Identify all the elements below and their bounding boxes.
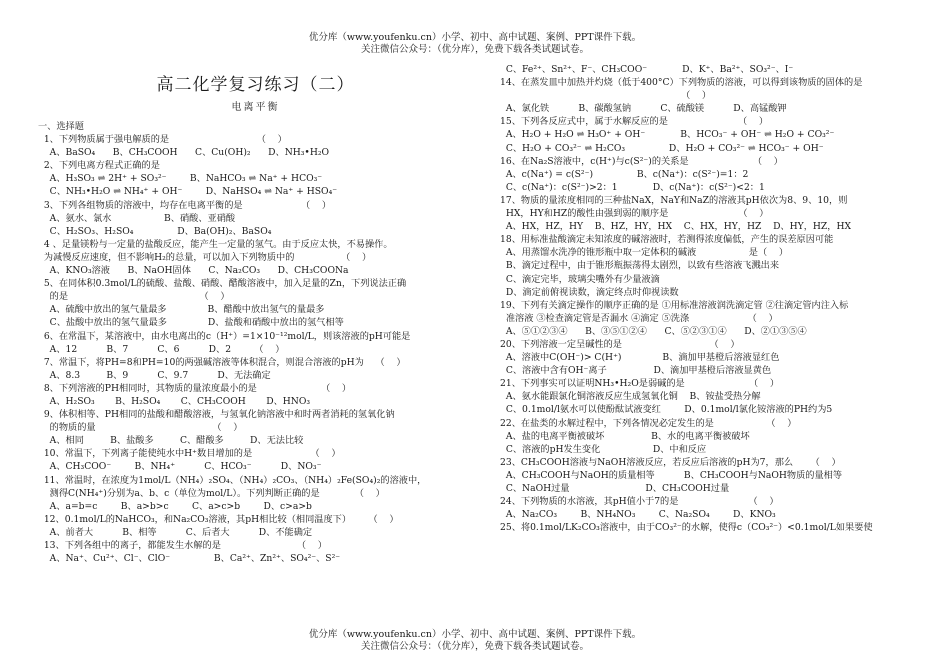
question-text-line: 准溶液 ③检查滴定管是否漏水 ④滴定 ⑤洗涤 （ ） xyxy=(500,312,778,324)
question-text-line: 15、下列各反应式中，属于水解反应的是 （ ） xyxy=(500,116,769,128)
question-text-line: 的是 （ ） xyxy=(38,291,230,303)
question-text-line: A、盐的电离平衡被破坏 B、水的电离平衡被破坏 xyxy=(500,430,750,442)
question-text-line: 17、物质的量浓度相同的三种盐NaX，NaY和NaZ的溶液其pH依次为8、9、10，则 xyxy=(500,194,848,206)
question-text-line: 10、常温下，下列离子能使纯水中H⁺数目增加的是 （ ） xyxy=(38,448,341,460)
question-text-line: C、盐酸中放出的氢气量最多 D、盐酸和硝酸中放出的氢气相等 xyxy=(38,317,344,329)
right-question-list xyxy=(500,63,920,534)
page-header xyxy=(0,32,950,56)
question-text-line: 13、下列各组中的离子，都能发生水解的是 （ ） xyxy=(38,540,327,551)
question-text-line: A、用蒸馏水洗净的锥形瓶中取一定体积的碱液 是（ ） xyxy=(500,247,789,259)
question-text-line: 14、在蒸发皿中加热并灼烧（低于400°C）下列物质的溶液，可以得到该物质的固体的是 xyxy=(500,77,863,89)
document-title: 高二化学复习练习（二） xyxy=(156,75,355,95)
question-text-line: C、0.1mol/l氨水可以使酚酞试液变红 D、0.1mol/l氯化铵溶液的PH约为5 xyxy=(500,404,833,416)
question-text-line: （ ） xyxy=(500,90,712,102)
question-text-line: 24、下列物质的水溶液，其pH值小于7的是 （ ） xyxy=(500,496,779,508)
question-text-line: B、滴定过程中，由于锥形瓶振荡得太剧烈，以致有些溶液飞溅出来 xyxy=(500,260,780,272)
question-text-line: 6、在常温下，某溶液中，由水电离出的c（H⁺）=1×10⁻¹²mol/L，则该溶液的pH可能是 xyxy=(38,330,411,342)
question-text-line: A、氨水、氯水 B、硝酸、亚硝酸 xyxy=(38,212,236,224)
question-text-line: C、溶液中含有OH⁻离子 D、滴加甲基橙后溶液显黄色 xyxy=(500,365,772,377)
question-text-line: C、c(Na⁺)：c(S²⁻)>2：1 D、c(Na⁺)：c(S²⁻)<2：1 xyxy=(500,181,765,193)
question-text-line: A、H₃SO₃ ⇌ 2H⁺ + SO₃²⁻ B、NaHCO₃ ⇌ Na⁺ + HCO₃⁻ xyxy=(38,173,323,185)
document-subtitle: 电离平衡 xyxy=(231,102,280,113)
question-text-line: C、H₂O + CO₃²⁻ ⇌ H₂CO₃ D、H₂O + CO₃²⁻ ⇌ HCO₃⁻ + OH⁻ xyxy=(500,142,824,154)
question-text-line: A、Na₂CO₃ B、NH₄NO₃ C、Na₂SO₄ D、KNO₃ xyxy=(500,509,776,521)
question-text-line: A、CH₃COO⁻ B、NH₄⁺ C、HCO₃⁻ D、NO₃⁻ xyxy=(38,461,322,473)
question-text-line: A、氨水能跟氯化铜溶液反应生成氢氧化铜 B、铵盐受热分解 xyxy=(500,391,761,403)
question-text-line: A、H₂O + H₂O ⇌ H₃O⁺ + OH⁻ B、HCO₃⁻ + OH⁻ ⇌ H₂O + CO₃²⁻ xyxy=(500,129,835,141)
question-text-line: 的物质的量 （ ） xyxy=(38,422,243,434)
question-text-line: 3、下列各组物质的溶液中，均存在电离平衡的是 （ ） xyxy=(38,199,332,211)
question-text-line: 8、下列溶液的PH相同时，其物质的量浓度最小的是 （ ） xyxy=(38,382,352,394)
question-text-line: A、硫酸中放出的氢气量最多 B、醋酸中放出氢气的量最多 xyxy=(38,304,325,316)
question-text-line: A、KNO₃溶液 B、NaOH固体 C、Na₂CO₃ D、CH₃COONa xyxy=(38,265,349,277)
question-text-line: A、a=b=c B、a>b>c C、a>c>b D、c>a>b xyxy=(38,500,312,512)
question-text-line: C、NaOH过量 D、CH₃COOH过量 xyxy=(500,483,730,494)
question-text-line: 9、体积相等、PH相同的盐酸和醋酸溶液，与氢氧化钠溶液中和时两者消耗的氢氧化钠 xyxy=(38,409,395,421)
question-text-line: A、Na⁺、Cu²⁺、Cl⁻、ClO⁻ B、Ca²⁺、Zn²⁺、SO₄²⁻、S²⁻ xyxy=(38,553,341,565)
footer-line-1: 优分库（www.youfenku.cn）小学、初中、高中试题、案例、PPT课件下载。 xyxy=(308,629,642,640)
question-text-line: A、12 B、7 C、6 D、2 （ ） xyxy=(38,343,285,355)
question-text-line: 为减慢反应速度，但不影响H₂的总量，可以加入下列物质中的 （ ） xyxy=(38,251,372,263)
footer-line-2: 关注微信公众号：（优分库），免费下载各类试题试卷。 xyxy=(360,641,589,652)
header-line-1: 优分库（www.youfenku.cn）小学、初中、高中试题、案例、PPT课件下载。 xyxy=(308,32,642,43)
question-text-line: C、H₂SO₃、H₂SO₄ D、Ba(OH)₂、BaSO₄ xyxy=(38,225,272,237)
question-text-line: 23、CH₃COOH溶液与NaOH溶液反应，若反应后溶液的pH为7，那么 （ ） xyxy=(500,456,841,468)
question-text-line: A、溶液中C(OH⁻)> C(H⁺) B、滴加甲基橙后溶液显红色 xyxy=(500,352,780,364)
question-text-line: 4 、足量镁粉与一定量的盐酸反应，能产生一定量的氢气。由于反应太快，不易操作。 xyxy=(38,238,393,250)
page-footer xyxy=(0,629,950,653)
question-text-line: C、滴定完毕，玻璃尖嘴外有少量液滴 xyxy=(500,273,660,285)
question-text-line: 2、下列电离方程式正确的是 xyxy=(38,160,160,172)
left-question-list xyxy=(38,120,473,565)
question-text-line: A、H₂SO₃ B、H₂SO₄ C、CH₃COOH D、HNO₃ xyxy=(38,395,311,407)
question-text-line: C、NH₃•H₂O ⇌ NH₄⁺ + OH⁻ D、NaHSO₄ ⇌ Na⁺ + HSO₄⁻ xyxy=(38,186,338,198)
question-text-line: 18、用标准盐酸滴定未知浓度的碱溶液时，若测得浓度偏低，产生的误差原因可能 xyxy=(500,234,834,246)
question-text-line: A、BaSO₄ B、CH₃COOH C、Cu(OH)₂ D、NH₃•H₂O xyxy=(38,147,330,159)
header-line-2: 关注微信公众号：（优分库），免费下载各类试题试卷。 xyxy=(360,44,589,55)
right-column xyxy=(500,63,920,534)
question-text-line: 19、下列有关滴定操作的顺序正确的是 ①用标准溶液润洗滴定管 ②往滴定管内注入标 xyxy=(500,299,849,311)
question-text-line: 测得C(NH₄⁺)分别为a、b、c（单位为mol/L）。下列判断正确的是 （ ） xyxy=(38,487,385,499)
question-text-line: 7、常温下，将PH=8和PH=10的两强碱溶液等体积混合，则混合溶液的pH为 （ ） xyxy=(38,356,406,368)
question-text-line: C、Fe²⁺、Sn²⁺、F⁻、CH₃COO⁻ D、K⁺、Ba²⁺、SO₃²⁻、I⁻ xyxy=(500,64,794,75)
question-text-line: 5、在同体积0.3mol/L的硫酸、盐酸、硝酸、醋酸溶液中，加入足量的Zn，下列说法正确 xyxy=(38,278,407,290)
question-text-line: A、CH₃COOH与NaOH的质量相等 B、CH₃COOH与NaOH物质的量相等 xyxy=(500,469,843,481)
question-text-line: A、相同 B、盐酸多 C、醋酸多 D、无法比较 xyxy=(38,435,304,447)
question-text-line: 一、选择题 xyxy=(38,121,84,132)
question-text-line: 22、在盐类的水解过程中，下列各情况必定发生的是 （ ） xyxy=(500,417,797,429)
question-text-line: D、滴定前俯视读数，滴定终点时仰视读数 xyxy=(500,286,679,298)
question-text-line: A、氯化铁 B、碳酸氢钠 C、硫酸镁 D、高锰酸钾 xyxy=(500,103,787,115)
question-text-line: A、前者大 B、相等 C、后者大 D、不能确定 xyxy=(38,526,313,538)
question-text-line: A、⑤①②③④ B、③⑤①②④ C、⑤②③①④ D、②①③⑤④ xyxy=(500,325,807,337)
question-text-line: 21、下列事实可以证明NH₃•H₂O是弱碱的是 （ ） xyxy=(500,378,780,390)
question-text-line: 11、常温时，在浓度为1mol/L（NH₄）₂SO₄、（NH₄）₂CO₃、（NH₄）₂Fe(SO₄)₂的溶液中， xyxy=(38,474,427,486)
question-text-line: 20、下列溶液一定呈碱性的是 （ ） xyxy=(500,338,740,350)
question-text-line: HX，HY和HZ的酸性由强到弱的顺序是 （ ） xyxy=(500,208,769,220)
question-text-line: 16、在Na₂S溶液中，c(H⁺)与c(S²⁻)的关系是 （ ） xyxy=(500,155,783,167)
left-column xyxy=(38,60,473,565)
question-text-line: 12、0.1mol/L的NaHCO₃，和Na₂CO₃溶液，其pH相比较（相同温度下） （ ） xyxy=(38,513,399,525)
question-text-line: A、HX，HZ，HY B、HZ，HY，HX C、HX，HY，HZ D、HY，HZ，HX xyxy=(500,221,852,233)
question-text-line: C、溶液的pH发生变化 D、中和反应 xyxy=(500,443,707,455)
question-text-line: 1、下列物质属于强电解质的是 （ ） xyxy=(38,134,287,146)
question-text-line: 25、将0.1mol/LK₂CO₃溶液中，由于CO₃²⁻的水解，使得c（CO₃²⁻）<0.1mol/L如果要使 xyxy=(500,522,873,534)
question-text-line: A、8.3 B、9 C、9.7 D、无法确定 xyxy=(38,369,271,381)
question-text-line: A、c(Na⁺) = c(S²⁻) B、c(Na⁺)：c(S²⁻)=1：2 xyxy=(500,168,749,180)
